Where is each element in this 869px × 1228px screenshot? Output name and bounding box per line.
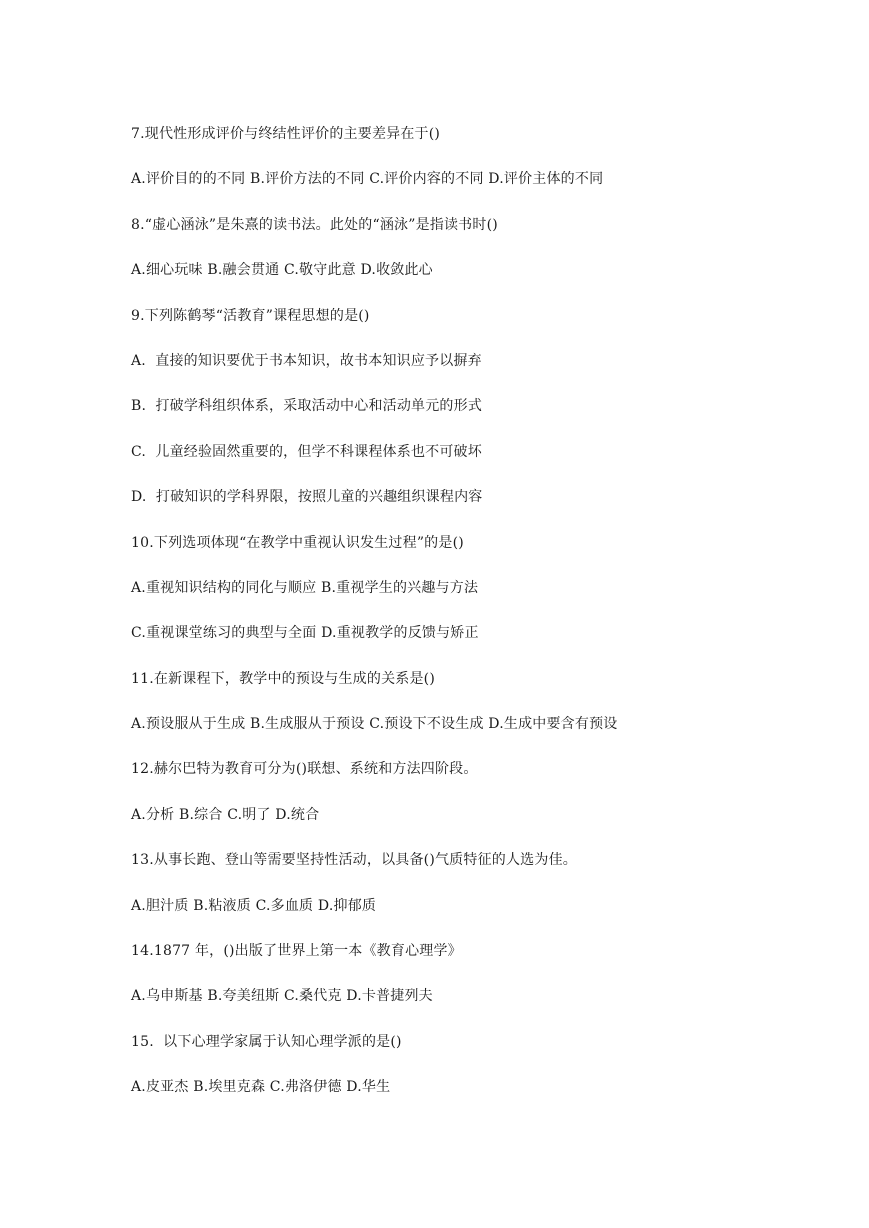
question-15-options: A.皮亚杰 B.埃里克森 C.弗洛伊德 D.华生 [131,1079,391,1096]
question-14-options: A.乌申斯基 B.夸美纽斯 C.桑代克 D.卡普捷列夫 [131,988,433,1005]
question-8: 8.“虚心涵泳”是朱熹的读书法。此处的“涵泳”是指读书时() [131,216,498,233]
question-9-option-c: C. 儿童经验固然重要的，但学不科课程体系也不可破坏 [131,443,482,460]
question-13: 13.从事长跑、登山等需要坚持性活动，以具备()气质特征的人选为佳。 [131,852,577,869]
question-10-options-cd: C.重视课堂练习的典型与全面 D.重视教学的反馈与矫正 [131,625,479,642]
question-13-options: A.胆汁质 B.粘液质 C.多血质 D.抑郁质 [131,897,377,914]
question-9: 9.下列陈鹤琴“活教育”课程思想的是() [131,307,370,324]
question-10-options-ab: A.重视知识结构的同化与顺应 B.重视学生的兴趣与方法 [131,579,479,596]
question-11: 11.在新课程下，教学中的预设与生成的关系是() [131,670,435,687]
question-11-options: A.预设服从于生成 B.生成服从于预设 C.预设下不设生成 D.生成中要含有预设 [131,716,618,733]
question-9-option-d: D. 打破知识的学科界限，按照儿童的兴趣组织课程内容 [131,489,483,506]
question-list [131,124,831,1123]
question-7-options: A.评价目的的不同 B.评价方法的不同 C.评价内容的不同 D.评价主体的不同 [131,171,604,188]
question-15: 15. 以下心理学家属于认知心理学派的是() [131,1033,402,1050]
question-7: 7.现代性形成评价与终结性评价的主要差异在于() [131,126,441,142]
question-12: 12.赫尔巴特为教育可分为()联想、系统和方法四阶段。 [131,761,478,778]
question-14: 14.1877 年，()出版了世界上第一本《教育心理学》 [131,943,462,960]
question-8-options: A.细心玩味 B.融会贯通 C.敬守此意 D.收敛此心 [131,262,433,279]
question-12-options: A.分析 B.综合 C.明了 D.统合 [131,806,320,823]
question-9-option-a: A. 直接的知识要优于书本知识，故书本知识应予以摒弃 [131,352,482,369]
question-9-option-b: B. 打破学科组织体系，采取活动中心和活动单元的形式 [131,398,483,415]
question-10: 10.下列选项体现“在教学中重视认识发生过程”的是() [131,534,464,551]
